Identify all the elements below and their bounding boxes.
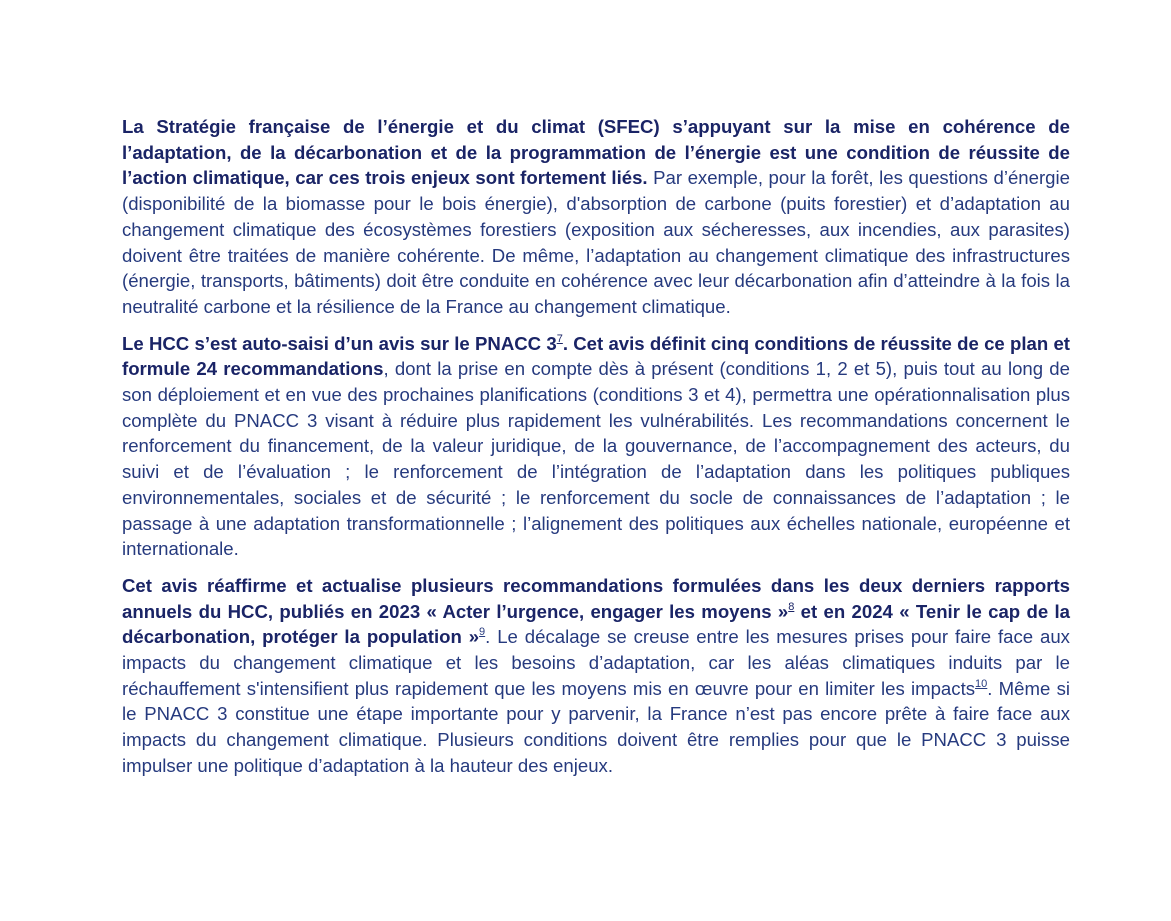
hcc-lead-text-cont: . Cet avis définit cinq conditions de réussite de ce plan et formule 24 recommandations (122, 332, 1070, 380)
sfec-body-text: Par exemple, pour la forêt, les questions d’énergie (disponibilité de la biomasse pour le bois énergie), d'absorption de carbone (puits forestier) et d’adaptation au changement climatique des écosystèmes forestiers (exposition aux sécheresses, aux incendies, aux parasites) doivent être traitées de manière cohérente. De même, l’adaptation au changement climatique des infrastructures (énergie, transports, bâtiments) doit être conduite en cohérence avec leur décarbonation afin d’atteindre à la fois la neutralité carbone et la résilience de la France au changement climatique. (122, 167, 1070, 317)
reco-body-text-cont: . Même si le PNACC 3 constitue une étape importante pour y parvenir, la France n’est pas encore prête à faire face aux impacts du changement climatique. Plusieurs conditions doivent être remplies pour que le PNACC 3 puisse impulser une politique d’adaptation à la hauteur des enjeux. (122, 677, 1070, 776)
reco-lead-text-cont: et en 2024 « Tenir le cap de la décarbonation, protéger la population » (122, 600, 1070, 648)
footnote-ref-10[interactable]: 10 (975, 677, 988, 690)
document-body (122, 114, 1070, 790)
sfec-lead-text: La Stratégie française de l’énergie et du climat (SFEC) s’appuyant sur la mise en cohérence de l’adaptation, de la décarbonation et de la programmation de l’énergie est une condition de réussite de l’action climatique, car ces trois enjeux sont fortement liés. (122, 116, 1070, 189)
footnote-ref-9[interactable]: 9 (479, 626, 486, 639)
reco-body-text: . Le décalage se creuse entre les mesures prises pour faire face aux impacts du changement climatique et les besoins d’adaptation, car les aléas climatiques induits par le réchauffement s'intensifient plus rapidement que les moyens mis en œuvre pour en limiter les impacts (122, 626, 1070, 699)
hcc-lead-text: Le HCC s’est auto-saisi d’un avis sur le PNACC 3 (122, 332, 557, 354)
hcc-body-text: , dont la prise en compte dès à présent (conditions 1, 2 et 5), puis tout au long de son déploiement et en vue des prochaines planifications (conditions 3 et 4), permettra une opérationnalisation plus complète du PNACC 3 visant à réduire plus rapidement les vulnérabilités. Les recommandations concernent le renforcement du financement, de la valeur juridique, de la gouvernance, de l’accompagnement des acteurs, du suivi et de l’évaluation ; le renforcement de l’intégration de l’adaptation dans les politiques publiques environnementales, sociales et de sécurité ; le renforcement du socle de connaissances de l’adaptation ; le passage à une adaptation transformationnelle ; l’alignement des politiques aux échelles nationale, européenne et internationale. (122, 358, 1070, 560)
paragraph-sfec (122, 114, 1070, 320)
footnote-ref-7[interactable]: 7 (556, 332, 563, 345)
paragraph-recommandations (122, 573, 1070, 779)
reco-lead-text: Cet avis réaffirme et actualise plusieurs recommandations formulées dans les deux derniers rapports annuels du HCC, publiés en 2023 « Acter l’urgence, engager les moyens » (122, 574, 1070, 622)
paragraph-hcc-avis (122, 331, 1070, 562)
footnote-ref-8[interactable]: 8 (788, 600, 795, 613)
